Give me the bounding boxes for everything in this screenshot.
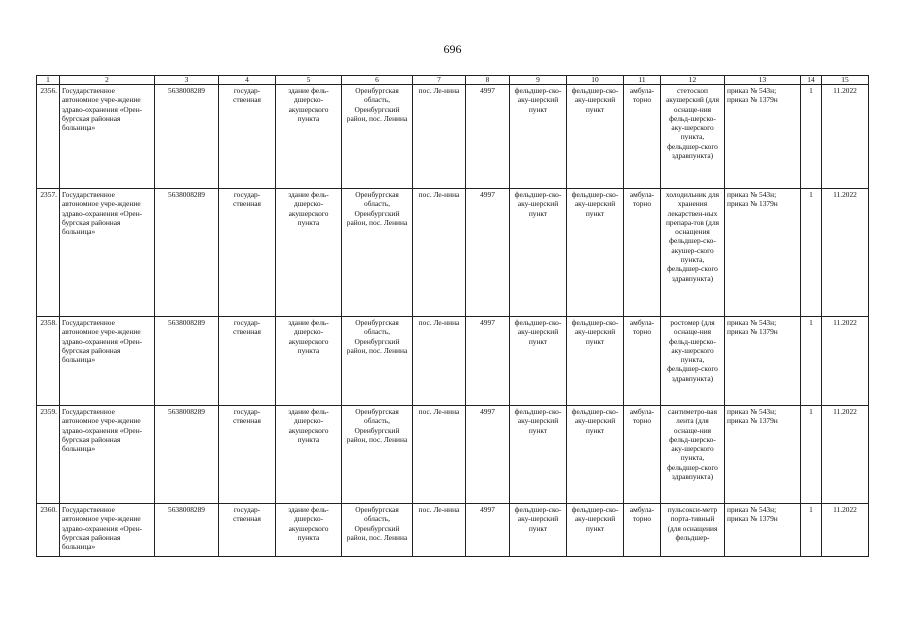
equipment-cell: ростомер (для оснаще-ния фельд-шерско-аку-шерского пункта, фельдшер-ского здравпункта) bbox=[661, 317, 725, 406]
quantity-cell: 1 bbox=[801, 189, 822, 317]
population-cell: 4997 bbox=[466, 406, 510, 504]
population-cell: 4997 bbox=[466, 504, 510, 557]
column-header: 12 bbox=[661, 76, 725, 85]
settlement-cell: пос. Ле-нина bbox=[413, 504, 466, 557]
column-header: 2 bbox=[60, 76, 155, 85]
quantity-cell: 1 bbox=[801, 85, 822, 189]
column-header: 7 bbox=[413, 76, 466, 85]
quantity-cell: 1 bbox=[801, 406, 822, 504]
organization-cell: Государственное автономное учре-ждение здраво-охранения «Орен-бургская районная больница» bbox=[60, 85, 155, 189]
quantity-cell: 1 bbox=[801, 317, 822, 406]
building-cell: здание фель-дшерско-акушерского пункта bbox=[276, 317, 342, 406]
registry-table bbox=[36, 75, 869, 557]
unit-type-cell: фельдшер-ско-аку-шерский пункт bbox=[567, 85, 624, 189]
unit-type-cell: фельдшер-ско-аку-шерский пункт bbox=[510, 189, 567, 317]
basis-cell: приказ № 543н; приказ № 1379н bbox=[725, 189, 801, 317]
date-cell: 11.2022 bbox=[822, 317, 869, 406]
building-cell: здание фель-дшерско-акушерского пункта bbox=[276, 189, 342, 317]
care-form-cell: амбула-торно bbox=[624, 317, 661, 406]
basis-cell: приказ № 543н; приказ № 1379н bbox=[725, 85, 801, 189]
page-number: 696 bbox=[443, 42, 462, 56]
care-form-cell: амбула-торно bbox=[624, 406, 661, 504]
building-cell: здание фель-дшерско-акушерского пункта bbox=[276, 406, 342, 504]
inn-cell: 5638008289 bbox=[155, 317, 219, 406]
address-cell: Оренбургская область, Оренбургский район, пос. Ленина bbox=[342, 406, 413, 504]
column-header: 4 bbox=[219, 76, 276, 85]
table-row bbox=[37, 189, 869, 317]
column-header: 6 bbox=[342, 76, 413, 85]
inn-cell: 5638008289 bbox=[155, 406, 219, 504]
column-header: 8 bbox=[466, 76, 510, 85]
care-form-cell: амбула-торно bbox=[624, 504, 661, 557]
table-row bbox=[37, 85, 869, 189]
column-header: 10 bbox=[567, 76, 624, 85]
equipment-cell: холодильник для хранения лекарствен-ных препара-тов (для оснащения фельдшер-ско-акушер-ского пункта, фельдшер-ского здравпункта) bbox=[661, 189, 725, 317]
inn-cell: 5638008289 bbox=[155, 189, 219, 317]
column-header: 14 bbox=[801, 76, 822, 85]
population-cell: 4997 bbox=[466, 189, 510, 317]
column-header: 1 bbox=[37, 76, 60, 85]
column-header: 11 bbox=[624, 76, 661, 85]
quantity-cell: 1 bbox=[801, 504, 822, 557]
organization-cell: Государственное автономное учре-ждение здраво-охранения «Орен-бургская районная больница» bbox=[60, 189, 155, 317]
organization-cell: Государственное автономное учре-ждение здраво-охранения «Орен-бургская районная больница» bbox=[60, 406, 155, 504]
ownership-cell: государ-ственная bbox=[219, 85, 276, 189]
row-number-cell: 2360. bbox=[37, 504, 60, 557]
row-number-cell: 2359. bbox=[37, 406, 60, 504]
settlement-cell: пос. Ле-нина bbox=[413, 189, 466, 317]
column-header: 3 bbox=[155, 76, 219, 85]
address-cell: Оренбургская область, Оренбургский район, пос. Ленина bbox=[342, 189, 413, 317]
basis-cell: приказ № 543н; приказ № 1379н bbox=[725, 317, 801, 406]
building-cell: здание фель-дшерско-акушерского пункта bbox=[276, 85, 342, 189]
organization-cell: Государственное автономное учре-ждение здраво-охранения «Орен-бургская районная больница» bbox=[60, 504, 155, 557]
settlement-cell: пос. Ле-нина bbox=[413, 317, 466, 406]
unit-type-cell: фельдшер-ско-аку-шерский пункт bbox=[567, 504, 624, 557]
inn-cell: 5638008289 bbox=[155, 504, 219, 557]
header-row bbox=[37, 76, 869, 85]
unit-type-cell: фельдшер-ско-аку-шерский пункт bbox=[510, 85, 567, 189]
unit-type-cell: фельдшер-ско-аку-шерский пункт bbox=[510, 406, 567, 504]
basis-cell: приказ № 543н; приказ № 1379н bbox=[725, 504, 801, 557]
address-cell: Оренбургская область, Оренбургский район, пос. Ленина bbox=[342, 85, 413, 189]
ownership-cell: государ-ственная bbox=[219, 189, 276, 317]
column-header: 9 bbox=[510, 76, 567, 85]
care-form-cell: амбула-торно bbox=[624, 85, 661, 189]
ownership-cell: государ-ственная bbox=[219, 317, 276, 406]
column-header: 5 bbox=[276, 76, 342, 85]
basis-cell: приказ № 543н; приказ № 1379н bbox=[725, 406, 801, 504]
ownership-cell: государ-ственная bbox=[219, 406, 276, 504]
equipment-cell: стетоскоп акушерский (для оснаще-ния фельд-шерско-аку-шерского пункта, фельдшер-ского здравпункта) bbox=[661, 85, 725, 189]
address-cell: Оренбургская область, Оренбургский район, пос. Ленина bbox=[342, 317, 413, 406]
care-form-cell: амбула-торно bbox=[624, 189, 661, 317]
unit-type-cell: фельдшер-ско-аку-шерский пункт bbox=[567, 406, 624, 504]
ownership-cell: государ-ственная bbox=[219, 504, 276, 557]
date-cell: 11.2022 bbox=[822, 504, 869, 557]
equipment-cell: сантиметро-вая лента (для оснаще-ния фельд-шерско-аку-шерского пункта, фельдшер-ского здравпункта) bbox=[661, 406, 725, 504]
address-cell: Оренбургская область, Оренбургский район, пос. Ленина bbox=[342, 504, 413, 557]
row-number-cell: 2357. bbox=[37, 189, 60, 317]
inn-cell: 5638008289 bbox=[155, 85, 219, 189]
settlement-cell: пос. Ле-нина bbox=[413, 406, 466, 504]
population-cell: 4997 bbox=[466, 85, 510, 189]
equipment-cell: пульсокси-метр порта-тивный (для оснащения фельдшер- bbox=[661, 504, 725, 557]
table-header bbox=[37, 76, 869, 85]
table-row bbox=[37, 317, 869, 406]
unit-type-cell: фельдшер-ско-аку-шерский пункт bbox=[510, 317, 567, 406]
date-cell: 11.2022 bbox=[822, 85, 869, 189]
unit-type-cell: фельдшер-ско-аку-шерский пункт bbox=[567, 317, 624, 406]
date-cell: 11.2022 bbox=[822, 189, 869, 317]
column-header: 13 bbox=[725, 76, 801, 85]
settlement-cell: пос. Ле-нина bbox=[413, 85, 466, 189]
table-row bbox=[37, 406, 869, 504]
date-cell: 11.2022 bbox=[822, 406, 869, 504]
row-number-cell: 2356. bbox=[37, 85, 60, 189]
table-body bbox=[37, 85, 869, 557]
unit-type-cell: фельдшер-ско-аку-шерский пункт bbox=[510, 504, 567, 557]
organization-cell: Государственное автономное учре-ждение здраво-охранения «Орен-бургская районная больница» bbox=[60, 317, 155, 406]
table-row bbox=[37, 504, 869, 557]
column-header: 15 bbox=[822, 76, 869, 85]
row-number-cell: 2358. bbox=[37, 317, 60, 406]
unit-type-cell: фельдшер-ско-аку-шерский пункт bbox=[567, 189, 624, 317]
building-cell: здание фель-дшерско-акушерского пункта bbox=[276, 504, 342, 557]
population-cell: 4997 bbox=[466, 317, 510, 406]
